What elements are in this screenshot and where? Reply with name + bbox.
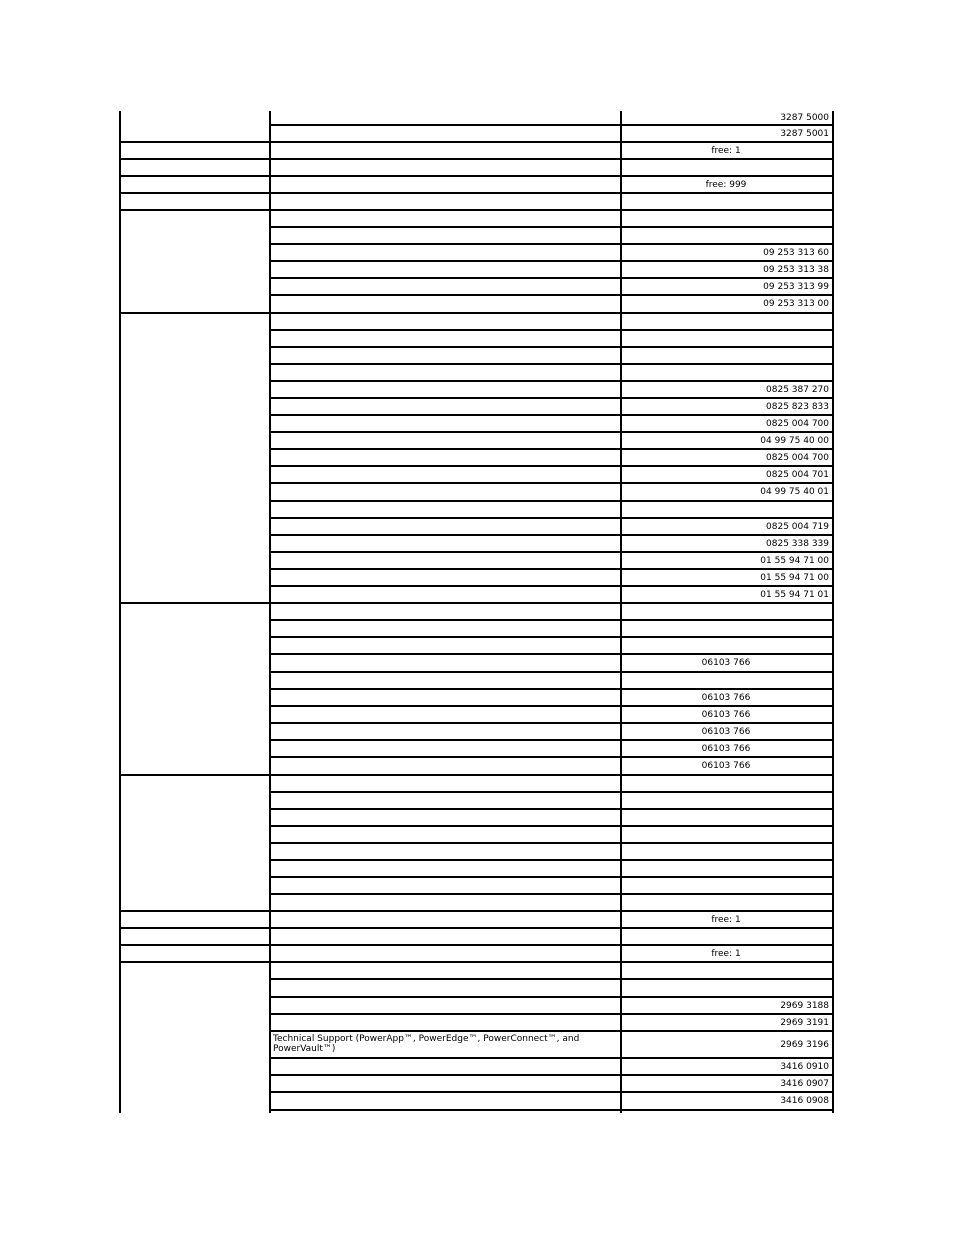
row-phone-number: 3416 0910 xyxy=(780,1062,829,1072)
row-phone-number: free: 999 xyxy=(705,180,747,190)
group-divider xyxy=(120,910,270,912)
row-phone-number: 06103 766 xyxy=(701,693,751,703)
row-divider xyxy=(270,1074,833,1076)
row-divider xyxy=(270,739,833,741)
row-phone-number: free: 1 xyxy=(711,949,741,959)
row-divider xyxy=(270,876,833,878)
group-divider xyxy=(120,192,270,194)
group-divider xyxy=(120,774,270,776)
row-phone-number: 01 55 94 71 01 xyxy=(760,590,829,600)
row-phone-number: 06103 766 xyxy=(701,744,751,754)
row-divider xyxy=(270,448,833,450)
row-phone-number: 09 253 313 60 xyxy=(763,248,829,258)
row-divider xyxy=(270,277,833,279)
group-divider xyxy=(120,175,270,177)
row-divider xyxy=(270,1057,833,1059)
row-divider xyxy=(270,791,833,793)
row-divider xyxy=(270,175,833,177)
row-divider xyxy=(270,158,833,160)
row-phone-number: free: 1 xyxy=(711,146,741,156)
row-phone-number: 0825 338 339 xyxy=(766,539,829,549)
row-phone-number: 06103 766 xyxy=(701,727,751,737)
group-divider xyxy=(120,602,270,604)
row-divider xyxy=(270,927,833,929)
row-divider xyxy=(270,910,833,912)
row-divider xyxy=(270,209,833,211)
row-phone-number: 0825 004 719 xyxy=(766,522,829,532)
row-phone-number: 01 55 94 71 00 xyxy=(760,573,829,583)
row-divider xyxy=(270,636,833,638)
row-divider xyxy=(270,192,833,194)
row-divider xyxy=(270,226,833,228)
row-phone-number: 3416 0907 xyxy=(780,1079,829,1089)
row-divider xyxy=(270,517,833,519)
row-phone-number: 0825 823 833 xyxy=(766,402,829,412)
row-divider xyxy=(270,346,833,348)
row-divider xyxy=(270,465,833,467)
row-divider xyxy=(270,329,833,331)
row-phone-number: 3416 0908 xyxy=(780,1096,829,1106)
row-divider xyxy=(270,363,833,365)
row-divider xyxy=(270,722,833,724)
row-phone-number: 01 55 94 71 00 xyxy=(760,556,829,566)
row-divider xyxy=(270,141,833,143)
row-phone-number: 06103 766 xyxy=(701,761,751,771)
row-divider xyxy=(270,1030,833,1032)
row-divider xyxy=(270,500,833,502)
row-divider xyxy=(270,961,833,963)
row-divider xyxy=(270,551,833,553)
group-divider xyxy=(120,158,270,160)
row-divider xyxy=(270,1091,833,1093)
row-divider xyxy=(270,1109,833,1111)
row-divider xyxy=(270,397,833,399)
row-divider xyxy=(270,431,833,433)
row-phone-number: 04 99 75 40 01 xyxy=(760,487,829,497)
row-divider xyxy=(270,688,833,690)
row-divider xyxy=(270,774,833,776)
group-divider xyxy=(120,209,270,211)
row-divider xyxy=(270,705,833,707)
row-divider xyxy=(270,808,833,810)
row-phone-number: 0825 387 270 xyxy=(766,385,829,395)
row-phone-number: 06103 766 xyxy=(701,710,751,720)
row-divider xyxy=(270,482,833,484)
row-divider xyxy=(270,825,833,827)
row-phone-number: 3287 5001 xyxy=(780,129,829,139)
row-divider xyxy=(270,602,833,604)
group-divider xyxy=(120,961,270,963)
row-phone-number: 2969 3188 xyxy=(780,1001,829,1011)
row-description: Technical Support (PowerApp™, PowerEdge™, PowerConnect™, and PowerVault™) xyxy=(273,1034,580,1054)
group-divider xyxy=(120,141,270,143)
row-phone-number: 0825 004 700 xyxy=(766,453,829,463)
row-divider xyxy=(270,414,833,416)
row-divider xyxy=(270,312,833,314)
row-divider xyxy=(270,978,833,980)
row-divider xyxy=(270,568,833,570)
row-phone-number: 2969 3191 xyxy=(780,1018,829,1028)
row-divider xyxy=(270,893,833,895)
row-divider xyxy=(270,653,833,655)
row-divider xyxy=(270,585,833,587)
group-divider xyxy=(120,944,270,946)
row-divider xyxy=(270,260,833,262)
group-divider xyxy=(120,312,270,314)
row-divider xyxy=(270,534,833,536)
row-divider xyxy=(270,243,833,245)
row-divider xyxy=(270,944,833,946)
row-phone-number: 0825 004 700 xyxy=(766,419,829,429)
row-divider xyxy=(270,671,833,673)
row-divider xyxy=(270,756,833,758)
row-phone-number: 0825 004 701 xyxy=(766,470,829,480)
row-divider xyxy=(270,294,833,296)
row-divider xyxy=(270,1013,833,1015)
row-divider xyxy=(270,859,833,861)
row-divider xyxy=(270,124,833,126)
row-divider xyxy=(270,380,833,382)
group-divider xyxy=(120,927,270,929)
row-phone-number: 06103 766 xyxy=(701,658,751,668)
row-phone-number: 09 253 313 38 xyxy=(763,265,829,275)
row-divider xyxy=(270,996,833,998)
row-phone-number: 2969 3196 xyxy=(780,1040,829,1050)
row-phone-number: 04 99 75 40 00 xyxy=(760,436,829,446)
row-phone-number: 09 253 313 99 xyxy=(763,282,829,292)
row-phone-number: 09 253 313 00 xyxy=(763,299,829,309)
row-divider xyxy=(270,619,833,621)
row-phone-number: free: 1 xyxy=(711,915,741,925)
row-phone-number: 3287 5000 xyxy=(780,113,829,123)
row-divider xyxy=(270,842,833,844)
